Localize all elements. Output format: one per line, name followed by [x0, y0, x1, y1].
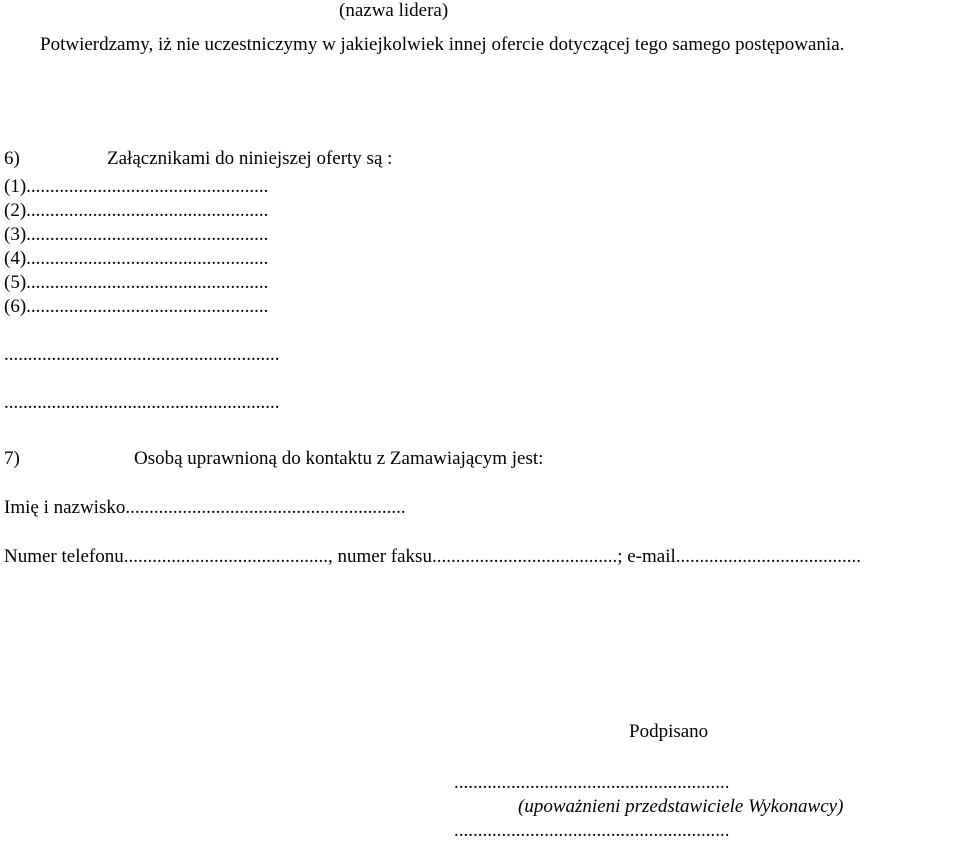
signature-line-bottom: ..........................................................	[454, 820, 730, 841]
attachment-line: (3)...................................................	[4, 224, 269, 245]
contact-name-line: Imię i nazwisko...........................................................	[4, 497, 406, 518]
section-6-number: 6)	[4, 148, 20, 169]
signature-caption: (upoważnieni przedstawiciele Wykonawcy)	[518, 796, 844, 817]
section-7-heading: Osobą uprawnioną do kontaktu z Zamawiającym jest:	[134, 448, 544, 469]
attachment-line: (4)...................................................	[4, 248, 269, 269]
section-6-heading: Załącznikami do niniejszej oferty są :	[107, 148, 393, 169]
attachment-line: (5)...................................................	[4, 272, 269, 293]
confirmation-text: Potwierdzamy, iż nie uczestniczymy w jakiejkolwiek innej ofercie dotyczącej tego samego postępowania.	[40, 34, 845, 55]
attachment-line: (2)...................................................	[4, 200, 269, 221]
leader-caption: (nazwa lidera)	[339, 0, 449, 21]
signature-line: ..........................................................	[454, 772, 730, 793]
attachment-extra-line: ..........................................................	[4, 392, 280, 413]
attachment-extra-line: ..........................................................	[4, 344, 280, 365]
attachment-line: (6)...................................................	[4, 296, 269, 317]
attachment-line: (1)...................................................	[4, 176, 269, 197]
signed-label: Podpisano	[629, 721, 709, 742]
contact-phone-line: Numer telefonu..........................................., numer faksu.......................................; e-mail.......................................	[4, 546, 862, 567]
section-7-number: 7)	[4, 448, 20, 469]
